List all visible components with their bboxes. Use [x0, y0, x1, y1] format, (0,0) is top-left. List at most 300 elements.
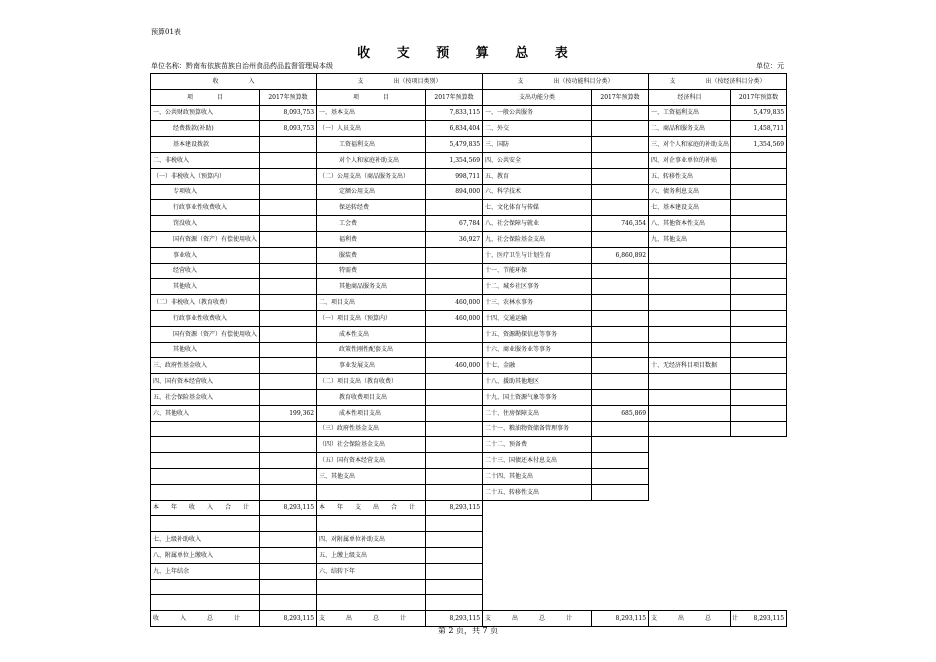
income-item-cell: 行政事业性收费收入: [151, 200, 260, 216]
economic-item-cell: [649, 310, 731, 326]
income-amount-cell: 8,093,753: [260, 121, 317, 137]
function-item-cell: 十二、城乡社区事务: [483, 279, 592, 295]
income-item-cell: [151, 453, 260, 469]
table-row: [151, 453, 787, 469]
function-item-cell: 四、公共安全: [483, 152, 592, 168]
function-item-cell: 二十、住房保障支出: [483, 405, 592, 421]
function-amount-cell: [592, 453, 649, 469]
function-amount-cell: 6,860,892: [592, 247, 649, 263]
economic-item-cell: [649, 437, 731, 453]
project-item-cell: 教育收费项目支出: [317, 389, 426, 405]
income-amount-cell: [260, 295, 317, 311]
income-item-cell: 基本建设拨款: [151, 137, 260, 153]
table-row: [151, 358, 787, 374]
income-amount-cell: [260, 358, 317, 374]
page-title: 收 支 预 算 总 表: [357, 46, 579, 61]
income-subtotal-label: 本 年 收 入 合 计: [151, 500, 260, 516]
project-amount-cell: [426, 532, 483, 548]
function-amount-cell: [592, 184, 649, 200]
function-amount-cell: [592, 374, 649, 390]
empty-cell: [649, 532, 731, 548]
economic-item-cell: 三、对个人和家庭的补助支出: [649, 137, 731, 153]
group-exp-project: 支 出（按项目类别）: [317, 74, 483, 90]
income-item-cell: 经费拨款(补助): [151, 121, 260, 137]
function-item-cell: 七、文化体育与传媒: [483, 200, 592, 216]
function-item-cell: 十五、资源勘探信息等事务: [483, 326, 592, 342]
function-item-cell: 十七、金融: [483, 358, 592, 374]
unit-name: 单位名称：黔南布依族苗族自治州食品药品监督管理局本级: [151, 62, 333, 70]
function-amount-cell: [592, 263, 649, 279]
income-amount-cell: [260, 595, 317, 611]
project-item-cell: （三）政府性基金支出: [317, 421, 426, 437]
project-amount-cell: 460,000: [426, 310, 483, 326]
function-amount-cell: [592, 342, 649, 358]
group-header-row: [151, 74, 787, 90]
project-item-cell: 特需费: [317, 263, 426, 279]
empty-cell: [592, 579, 649, 595]
economic-amount-cell: [731, 263, 787, 279]
project-item-cell: [317, 484, 426, 500]
table-row: [151, 137, 787, 153]
project-item-cell: [317, 516, 426, 532]
table-row: [151, 547, 787, 563]
header-func-item: 支出功能分类: [483, 89, 592, 105]
function-amount-cell: [592, 121, 649, 137]
income-item-cell: 国有资源（资产）有偿使用收入: [151, 231, 260, 247]
income-amount-cell: [260, 326, 317, 342]
function-item-cell: 二十四、其他支出: [483, 468, 592, 484]
function-amount-cell: [592, 500, 649, 516]
project-amount-cell: [426, 200, 483, 216]
income-item-cell: 六、其他收入: [151, 405, 260, 421]
project-item-cell: 成本性项目支出: [317, 405, 426, 421]
empty-cell: [483, 532, 592, 548]
function-item-cell: 二十一、粮油物资储备管理事务: [483, 421, 592, 437]
page-footer: 第 2 页，共 7 页: [437, 626, 499, 635]
economic-item-cell: 二、商品和服务支出: [649, 121, 731, 137]
economic-item-cell: 四、对企事业单位的补贴: [649, 152, 731, 168]
project-amount-cell: [426, 437, 483, 453]
project-item-cell: 三、其他支出: [317, 468, 426, 484]
economic-item-cell: [649, 263, 731, 279]
income-item-cell: 九、上年结余: [151, 563, 260, 579]
income-item-cell: （二）非税收入（教育收费）: [151, 295, 260, 311]
economic-amount-cell: [731, 231, 787, 247]
project-item-cell: 工会费: [317, 216, 426, 232]
income-amount-cell: [260, 137, 317, 153]
empty-cell: [592, 547, 649, 563]
project-item-cell: 成本性支出: [317, 326, 426, 342]
project-amount-cell: [426, 389, 483, 405]
income-amount-cell: [260, 532, 317, 548]
project-item-cell: 对个人和家庭补助支出: [317, 152, 426, 168]
income-amount-cell: [260, 168, 317, 184]
empty-cell: [731, 516, 787, 532]
header-func-amount: 2017年预算数: [592, 89, 649, 105]
empty-cell: [483, 547, 592, 563]
function-amount-cell: [592, 326, 649, 342]
empty-cell: [649, 563, 731, 579]
economic-amount-cell: [731, 216, 787, 232]
economic-amount-cell: [731, 326, 787, 342]
table-row: [151, 310, 787, 326]
income-item-cell: [151, 437, 260, 453]
income-item-cell: （一）非税收入（预算内）: [151, 168, 260, 184]
income-item-cell: 八、附属单位上缴收入: [151, 547, 260, 563]
income-amount-cell: [260, 247, 317, 263]
function-item-cell: 十八、援助其他地区: [483, 374, 592, 390]
function-amount-cell: [592, 295, 649, 311]
income-amount-cell: [260, 421, 317, 437]
project-amount-cell: 460,000: [426, 358, 483, 374]
economic-item-cell: [649, 421, 731, 437]
project-amount-cell: [426, 374, 483, 390]
project-amount-cell: [426, 579, 483, 595]
income-amount-cell: [260, 200, 317, 216]
income-item-cell: 行政事业性收费收入: [151, 310, 260, 326]
economic-amount-cell: [731, 437, 787, 453]
economic-amount-cell: [731, 389, 787, 405]
project-item-cell: 一、基本支出: [317, 105, 426, 121]
function-item-cell: 八、社会保障与就业: [483, 216, 592, 232]
empty-cell: [649, 516, 731, 532]
function-amount-cell: [592, 105, 649, 121]
economic-amount-cell: [731, 453, 787, 469]
table-row: [151, 105, 787, 121]
function-item-cell: 六、科学技术: [483, 184, 592, 200]
header-proj-item: 项 目: [317, 89, 426, 105]
project-item-cell: 五、上缴上级支出: [317, 547, 426, 563]
project-item-cell: 工资福利支出: [317, 137, 426, 153]
project-item-cell: 政策性刚性配套支出: [317, 342, 426, 358]
function-amount-cell: [592, 389, 649, 405]
income-item-cell: [151, 421, 260, 437]
project-amount-cell: 67,784: [426, 216, 483, 232]
income-subtotal-amount: 8,293,115: [260, 500, 317, 516]
function-amount-cell: 746,354: [592, 216, 649, 232]
economic-total-amount: 8,293,115: [731, 611, 787, 627]
economic-amount-cell: [731, 184, 787, 200]
economic-item-cell: 一、工资福利支出: [649, 105, 731, 121]
income-item-cell: 国有资源（资产）有偿使用收入: [151, 326, 260, 342]
income-item-cell: 经营收入: [151, 263, 260, 279]
function-amount-cell: [592, 358, 649, 374]
economic-item-cell: [649, 279, 731, 295]
table-row: [151, 184, 787, 200]
table-row: [151, 595, 787, 611]
income-item-cell: 三、政府性基金收入: [151, 358, 260, 374]
function-item-cell: 十六、商业服务业等事务: [483, 342, 592, 358]
income-item-cell: 一、公共财政预算收入: [151, 105, 260, 121]
project-amount-cell: [426, 516, 483, 532]
form-number: 预算01表: [151, 28, 181, 36]
project-amount-cell: 36,927: [426, 231, 483, 247]
economic-total-label: 支 出 总 计: [649, 611, 731, 627]
project-amount-cell: [426, 563, 483, 579]
project-item-cell: （四）社会保险基金支出: [317, 437, 426, 453]
economic-amount-cell: 5,479,835: [731, 105, 787, 121]
project-item-cell: （二）项目支出（教育收费）: [317, 374, 426, 390]
economic-amount-cell: [731, 152, 787, 168]
function-item-cell: 一、一般公共服务: [483, 105, 592, 121]
subtotal-row: [151, 500, 787, 516]
income-amount-cell: [260, 342, 317, 358]
economic-amount-cell: [731, 405, 787, 421]
income-item-cell: [151, 516, 260, 532]
function-item-cell: 二、外交: [483, 121, 592, 137]
table-row: [151, 563, 787, 579]
function-total-amount: 8,293,115: [592, 611, 649, 627]
economic-item-cell: 九、其他支出: [649, 231, 731, 247]
project-amount-cell: [426, 326, 483, 342]
empty-cell: [731, 595, 787, 611]
project-amount-cell: [426, 468, 483, 484]
income-amount-cell: [260, 279, 317, 295]
income-amount-cell: [260, 374, 317, 390]
economic-amount-cell: [731, 468, 787, 484]
table-row: [151, 279, 787, 295]
project-item-cell: [317, 595, 426, 611]
income-amount-cell: [260, 263, 317, 279]
economic-item-cell: [649, 374, 731, 390]
header-econ-item: 经济科目: [649, 89, 731, 105]
income-amount-cell: [260, 563, 317, 579]
header-income-item: 项 目: [151, 89, 260, 105]
project-amount-cell: 998,711: [426, 168, 483, 184]
empty-cell: [483, 595, 592, 611]
economic-amount-cell: [731, 295, 787, 311]
project-amount-cell: [426, 263, 483, 279]
economic-item-cell: [649, 453, 731, 469]
income-amount-cell: [260, 310, 317, 326]
economic-item-cell: 六、债务利息支出: [649, 184, 731, 200]
economic-amount-cell: [731, 279, 787, 295]
income-item-cell: [151, 468, 260, 484]
function-amount-cell: [592, 152, 649, 168]
table-row: [151, 295, 787, 311]
project-amount-cell: 7,833,115: [426, 105, 483, 121]
table-row: [151, 579, 787, 595]
economic-item-cell: 十、无经济科目项目数据: [649, 358, 731, 374]
table-row: [151, 405, 787, 421]
income-amount-cell: [260, 468, 317, 484]
project-item-cell: 六、结转下年: [317, 563, 426, 579]
table-row: [151, 247, 787, 263]
function-total-label: 支 出 总 计: [483, 611, 592, 627]
function-amount-cell: 685,869: [592, 405, 649, 421]
table-row: [151, 484, 787, 500]
header-econ-amount: 2017年预算数: [731, 89, 787, 105]
column-header-row: [151, 89, 787, 105]
function-item-cell: 二十二、预备费: [483, 437, 592, 453]
income-item-cell: 事业收入: [151, 247, 260, 263]
function-item-cell: 二十三、国债还本付息支出: [483, 453, 592, 469]
income-amount-cell: [260, 184, 317, 200]
function-item-cell: 十四、交通运输: [483, 310, 592, 326]
project-amount-cell: 6,834,404: [426, 121, 483, 137]
table-row: [151, 263, 787, 279]
function-amount-cell: [592, 137, 649, 153]
project-amount-cell: [426, 453, 483, 469]
function-item-cell: 十、医疗卫生与计划生育: [483, 247, 592, 263]
budget-summary-table: [150, 73, 787, 627]
project-item-cell: 服装费: [317, 247, 426, 263]
table-row: [151, 152, 787, 168]
table-row: [151, 468, 787, 484]
function-amount-cell: [592, 437, 649, 453]
income-amount-cell: 8,093,753: [260, 105, 317, 121]
project-item-cell: [317, 579, 426, 595]
income-amount-cell: [260, 516, 317, 532]
income-amount-cell: [260, 453, 317, 469]
project-amount-cell: [426, 547, 483, 563]
table-row: [151, 532, 787, 548]
function-item-cell: 十一、节能环保: [483, 263, 592, 279]
empty-cell: [483, 516, 592, 532]
empty-cell: [592, 595, 649, 611]
project-item-cell: （二）公用支出（商品服务支出）: [317, 168, 426, 184]
income-item-cell: [151, 595, 260, 611]
economic-item-cell: [649, 405, 731, 421]
economic-item-cell: [649, 484, 731, 500]
empty-cell: [592, 563, 649, 579]
income-total-amount: 8,293,115: [260, 611, 317, 627]
project-item-cell: 四、对附属单位补助支出: [317, 532, 426, 548]
project-item-cell: 保运转经费: [317, 200, 426, 216]
economic-amount-cell: 1,354,569: [731, 137, 787, 153]
table-row: [151, 389, 787, 405]
table-row: [151, 121, 787, 137]
income-amount-cell: [260, 547, 317, 563]
income-amount-cell: [260, 231, 317, 247]
income-amount-cell: [260, 389, 317, 405]
expense-subtotal-amount: 8,293,115: [426, 500, 483, 516]
project-amount-cell: [426, 247, 483, 263]
group-exp-economic: 支 出（按经济科目分类）: [649, 74, 787, 90]
economic-amount-cell: [731, 200, 787, 216]
table-row: [151, 216, 787, 232]
expense-subtotal-label: 本 年 支 出 合 计: [317, 500, 426, 516]
group-exp-function: 支 出（按功能科目分类）: [483, 74, 649, 90]
economic-item-cell: [649, 247, 731, 263]
income-amount-cell: [260, 216, 317, 232]
income-amount-cell: [260, 579, 317, 595]
function-amount-cell: [592, 168, 649, 184]
project-item-cell: 定额公用支出: [317, 184, 426, 200]
project-amount-cell: 1,354,569: [426, 152, 483, 168]
project-amount-cell: [426, 484, 483, 500]
function-amount-cell: [592, 484, 649, 500]
income-item-cell: 专项收入: [151, 184, 260, 200]
income-amount-cell: [260, 152, 317, 168]
economic-item-cell: 七、基本建设支出: [649, 200, 731, 216]
economic-item-cell: [649, 389, 731, 405]
income-amount-cell: [260, 484, 317, 500]
header-proj-amount: 2017年预算数: [426, 89, 483, 105]
group-income: 收 入: [151, 74, 317, 90]
table-row: [151, 516, 787, 532]
income-item-cell: 七、上级补助收入: [151, 532, 260, 548]
economic-item-cell: 五、转移性支出: [649, 168, 731, 184]
function-item-cell: 九、社会保险基金支出: [483, 231, 592, 247]
economic-amount-cell: [731, 247, 787, 263]
function-item-cell: 五、教育: [483, 168, 592, 184]
project-amount-cell: [426, 595, 483, 611]
table-row: [151, 374, 787, 390]
project-item-cell: （一）项目支出（预算内）: [317, 310, 426, 326]
table-row: [151, 231, 787, 247]
economic-item-cell: [649, 468, 731, 484]
project-amount-cell: [426, 405, 483, 421]
empty-cell: [649, 595, 731, 611]
economic-amount-cell: [731, 358, 787, 374]
project-item-cell: 福利费: [317, 231, 426, 247]
project-item-cell: （一）人员支出: [317, 121, 426, 137]
economic-amount-cell: [731, 342, 787, 358]
economic-amount-cell: [731, 484, 787, 500]
economic-amount-cell: [731, 168, 787, 184]
empty-cell: [731, 579, 787, 595]
header-income-amount: 2017年预算数: [260, 89, 317, 105]
function-amount-cell: [592, 468, 649, 484]
function-amount-cell: [592, 310, 649, 326]
project-amount-cell: [426, 279, 483, 295]
economic-amount-cell: [731, 374, 787, 390]
income-item-cell: 其他收入: [151, 342, 260, 358]
table-row: [151, 342, 787, 358]
economic-item-cell: 八、其他资本性支出: [649, 216, 731, 232]
table-row: [151, 200, 787, 216]
table-row: [151, 168, 787, 184]
income-item-cell: 四、国有资本经营收入: [151, 374, 260, 390]
function-item-cell: [483, 500, 592, 516]
empty-cell: [731, 547, 787, 563]
function-item-cell: 十三、农林水事务: [483, 295, 592, 311]
table-row: [151, 437, 787, 453]
money-unit: 单位：元: [756, 62, 784, 70]
project-item-cell: （五）国有资本经营支出: [317, 453, 426, 469]
empty-cell: [731, 532, 787, 548]
economic-amount-cell: [731, 421, 787, 437]
project-item-cell: 其他商品服务支出: [317, 279, 426, 295]
empty-cell: [649, 579, 731, 595]
function-amount-cell: [592, 421, 649, 437]
empty-cell: [649, 547, 731, 563]
economic-item-cell: [649, 342, 731, 358]
project-total-label: 支 出 总 计: [317, 611, 426, 627]
economic-amount-cell: [731, 310, 787, 326]
economic-amount-cell: [731, 500, 787, 516]
empty-cell: [592, 516, 649, 532]
income-total-label: 收 入 总 计: [151, 611, 260, 627]
function-item-cell: 十九、国土资源气象等事务: [483, 389, 592, 405]
empty-cell: [592, 532, 649, 548]
function-amount-cell: [592, 231, 649, 247]
empty-cell: [483, 579, 592, 595]
income-amount-cell: [260, 437, 317, 453]
income-item-cell: 罚没收入: [151, 216, 260, 232]
table-row: [151, 326, 787, 342]
economic-item-cell: [649, 326, 731, 342]
project-amount-cell: 460,000: [426, 295, 483, 311]
project-item-cell: 事业发展支出: [317, 358, 426, 374]
income-amount-cell: 199,362: [260, 405, 317, 421]
project-amount-cell: [426, 421, 483, 437]
economic-item-cell: [649, 295, 731, 311]
income-item-cell: [151, 484, 260, 500]
project-amount-cell: 894,000: [426, 184, 483, 200]
economic-amount-cell: 1,458,711: [731, 121, 787, 137]
